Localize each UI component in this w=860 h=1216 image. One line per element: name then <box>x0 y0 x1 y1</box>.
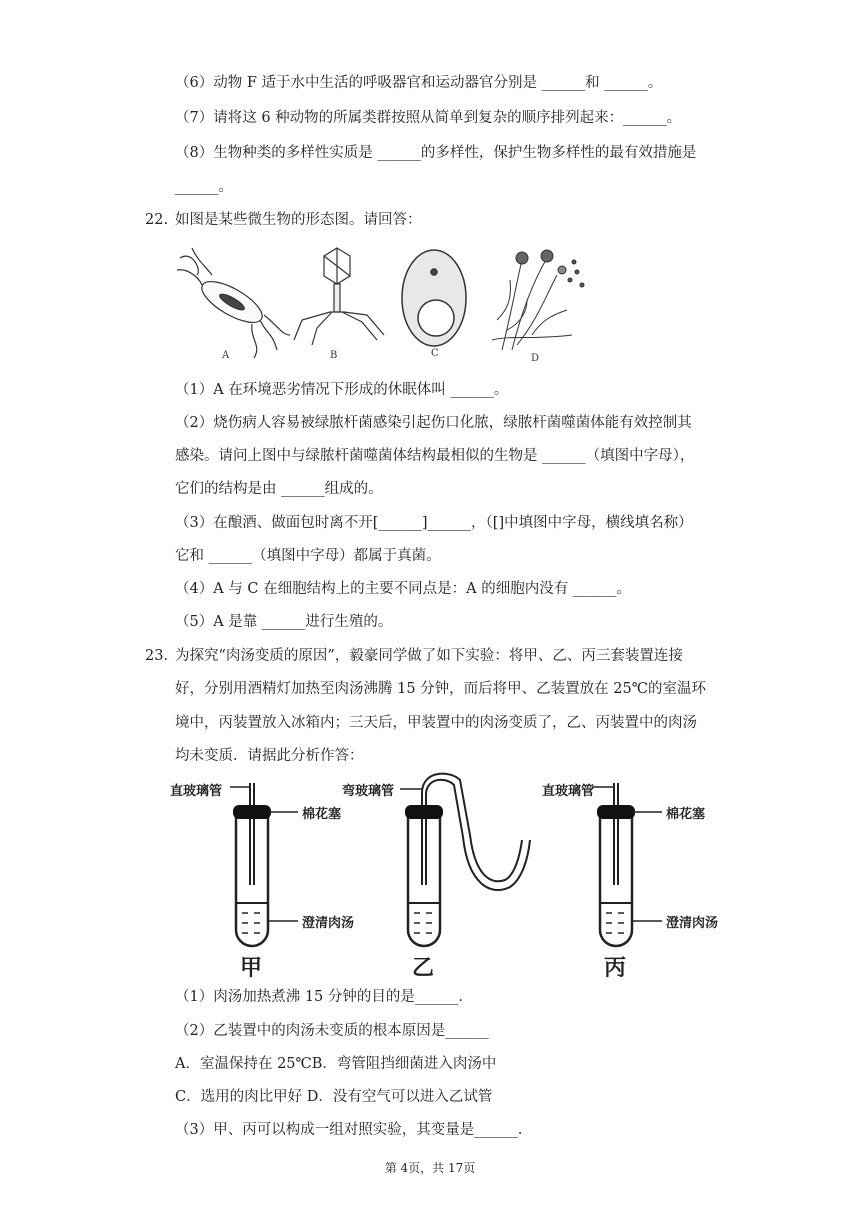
yeast-c-drawing <box>402 250 466 346</box>
q22-sub-3b: 它和 ______（填图中字母）都属于真菌。 <box>175 548 441 564</box>
q22-number: 22. <box>145 212 169 228</box>
phage-b-drawing <box>294 248 384 345</box>
q23-stem-4: 均未变质．请据此分析作答： <box>175 748 364 764</box>
bacterium-a-drawing <box>177 248 290 358</box>
tube-label-bing: 丙 <box>604 955 627 981</box>
q22-sub-5: （5）A 是靠 ______进行生殖的。 <box>175 614 393 630</box>
label-broth-jia: 澄清肉汤 <box>302 916 355 931</box>
label-cotton-bing: 棉花塞 <box>666 807 706 822</box>
experiment-diagram <box>170 775 730 975</box>
tube-label-jia: 甲 <box>240 955 263 981</box>
q23-sub-2: （2）乙装置中的肉汤未变质的根本原因是______ <box>175 1023 489 1039</box>
q21-line-8b: ______。 <box>175 179 233 195</box>
figure-label-d: D <box>531 353 540 364</box>
tube-label-yi: 乙 <box>412 955 435 981</box>
label-straight-tube-jia: 直玻璃管 <box>170 784 223 799</box>
figure-label-a: A <box>222 350 230 361</box>
q23-sub-3: （3）甲、丙可以构成一组对照实验，其变量是______. <box>175 1122 523 1138</box>
q22-sub-2a: （2）烧伤病人容易被绿脓杆菌感染引起伤口化脓，绿脓杆菌噬菌体能有效控制其 <box>175 415 692 431</box>
mold-d-drawing <box>492 250 584 350</box>
q21-line-6: （6）动物 F 适于水中生活的呼吸器官和运动器官分别是 ______和 ______。 <box>175 75 663 91</box>
label-broth-bing: 澄清肉汤 <box>666 916 719 931</box>
q22-sub-3a: （3）在酿酒、做面包时离不开[______]______，（[]中填图中字母，横线填名称） <box>175 515 693 531</box>
q23-stem-1: 为探究“肉汤变质的原因”，毅豪同学做了如下实验：将甲、乙、丙三套装置连接 <box>175 648 683 664</box>
q22-sub-2b: 感染。请问上图中与绿脓杆菌噬菌体结构最相似的生物是 ______（填图中字母）， <box>175 448 695 464</box>
q22-sub-1: （1）A 在环境恶劣情况下形成的休眠体叫 ______。 <box>175 382 509 398</box>
q22-stem: 如图是某些微生物的形态图。请回答： <box>175 212 422 228</box>
q23-options-cd: C．选用的肉比甲好 D．没有空气可以进入乙试管 <box>175 1089 493 1105</box>
q22-sub-2c: 它们的结构是由 ______组成的。 <box>175 481 383 497</box>
page-footer: 第 4页，共 17页 <box>384 1161 476 1175</box>
label-cotton-jia: 棉花塞 <box>302 807 342 822</box>
q23-options-ab: A．室温保持在 25℃B．弯管阻挡细菌进入肉汤中 <box>175 1056 497 1072</box>
q23-sub-1: （1）肉汤加热煮沸 15 分钟的目的是______. <box>175 989 464 1005</box>
q21-line-8a: （8）生物种类的多样性实质是 ______的多样性，保护生物多样性的最有效措施是 <box>175 145 697 161</box>
figure-label-c: C <box>431 348 439 359</box>
figure-label-b: B <box>330 350 338 361</box>
q23-number: 23. <box>145 648 169 664</box>
microbe-figure <box>172 240 602 365</box>
q23-stem-3: 境中，丙装置放入冰箱内；三天后，甲装置中的肉汤变质了，乙、丙装置中的肉汤 <box>175 715 697 731</box>
q21-line-7: （7）请将这 6 种动物的所属类群按照从简单到复杂的顺序排列起来：______。 <box>175 110 682 126</box>
q22-sub-4: （4）A 与 C 在细胞结构上的主要不同点是：A 的细胞内没有 ______。 <box>175 581 631 597</box>
label-bent-tube: 弯玻璃管 <box>342 784 395 799</box>
label-straight-tube-bing: 直玻璃管 <box>542 784 595 799</box>
q23-stem-2: 好，分别用酒精灯加热至肉汤沸腾 15 分钟，而后将甲、乙装置放在 25℃的室温环 <box>175 681 706 697</box>
